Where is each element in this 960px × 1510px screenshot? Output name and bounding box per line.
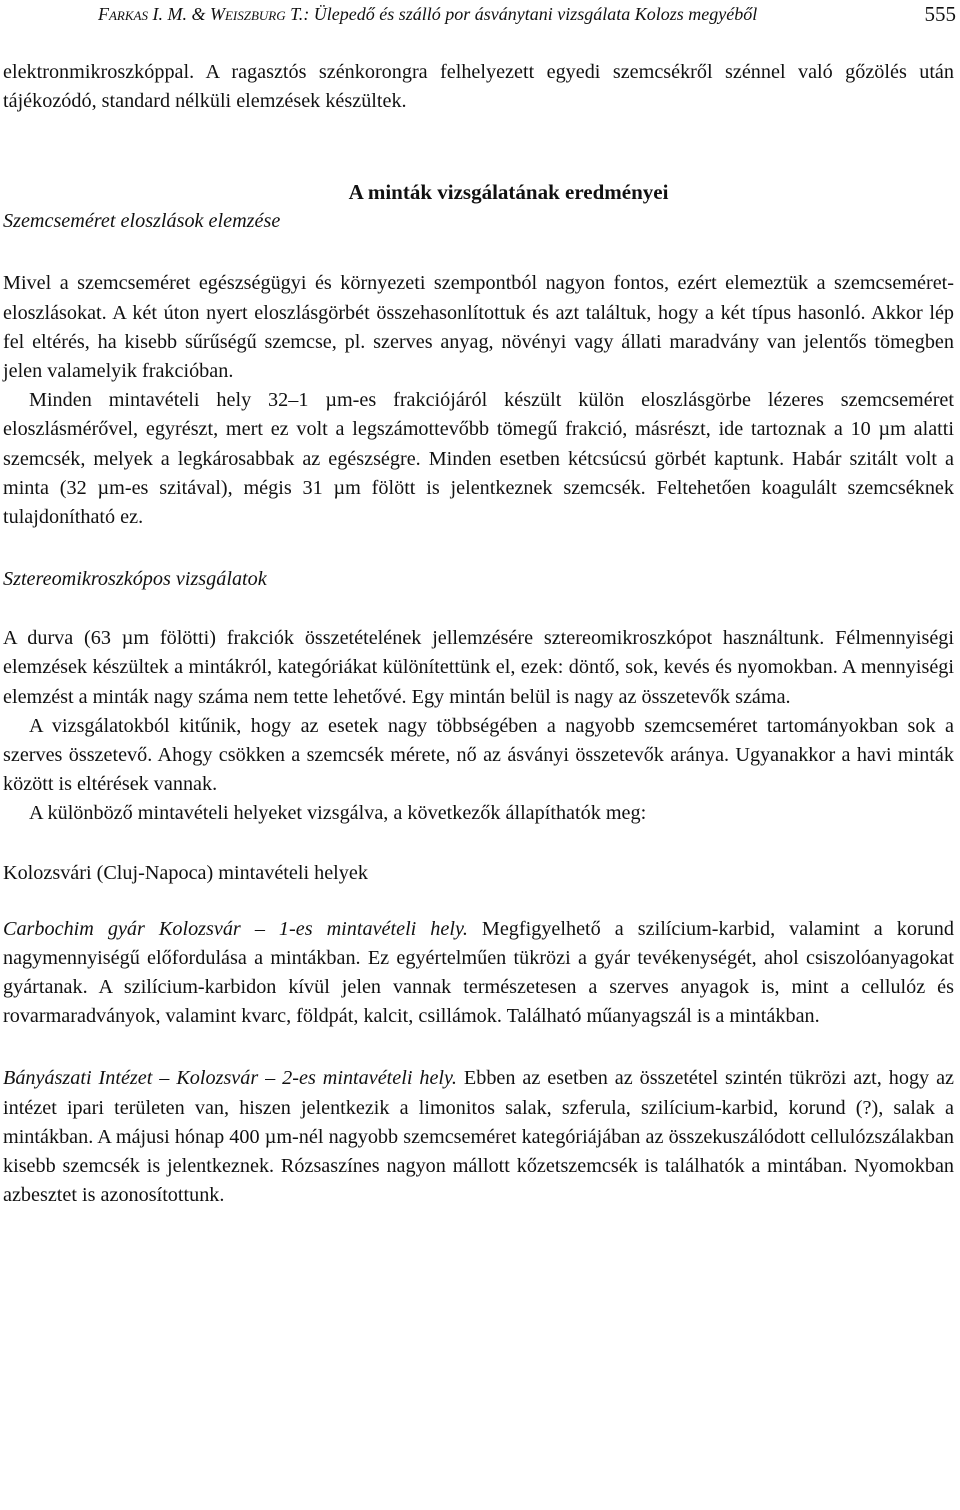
page-number: 555 [924,2,956,26]
site-2-text: Ebben az esetben az összetétel szintén tükrözi azt, hogy az intézet ipari területen van, hiszen jelentkezik a limonitos salak, szferula, szilícium-karbid, korund (?), salak a mintákban. A májusi hónap 400 µm-nél nagyobb szemcseméret kategóriájában az összekuszálódott cellulózszálakban kisebb szemcsék is jelentkeznek. Rózsaszínes nagyon mállott kőzetszemcsék is találhatók a mintában. Nyomokban azbesztet is azonosítottunk. [3,1067,955,1207]
grain-size-paragraph-2: Minden mintavételi hely 32–1 µm-es frakciójáról készült külön eloszlásgörbe lézeres szemcseméret eloszlásmérővel, egyrészt, mert ez volt a legszámottevőbb tömegű frakció, másrészt, ide tartoznak a 10 µm alatti szemcsék, melyek a legkárosabbak az egészségre. Minden esetben kétcsúcsú görbét kaptunk. Habár szitált volt a minta (32 µm-es szitával), mégis 31 µm fölött is jelentkeznek szemcsék. Feltehetően koagulált szemcséknek tulajdonítható ez. [3,389,954,529]
site-2-title: Bányászati Intézet – Kolozsvár – 2-es mintavételi hely. [3,1067,457,1090]
site-1-paragraph [3,915,954,1032]
stereo-paragraph-3: A különböző mintavételi helyeket vizsgálva, a következők állapíthatók meg: [29,802,647,825]
document-body [3,58,954,1210]
cluj-heading: Kolozsvári (Cluj-Napoca) mintavételi helyek [3,861,368,884]
stereo-heading: Sztereomikroszkópos vizsgálatok [3,568,267,591]
site-1-text: Megfigyelhető a szilícium-karbid, valamint a korund nagymennyiségű előfordulása a mintákban. Ez egyértelműen tükrözi a gyár tevékenységét, ahol csiszolóanyagokat gyártanak. A szilícium-karbidon kívül jelen vannak természetesen a szerves anyagok is, mint a cellulóz és rovarmaradványok, valamint kvarc, földpát, kalcit, csillámok. Található műanyagszál is a mintákban. [3,917,954,1028]
site-2-paragraph [3,1064,954,1210]
running-header [98,4,956,30]
header-authors: Farkas I. M. & Weiszburg T. [98,4,304,24]
section-title: A minták vizsgálatának eredményei [348,180,669,205]
header-title: : Ülepedő és szálló por ásványtani vizsgálata Kolozs megyéből [303,4,758,24]
site-1-title: Carbochim gyár Kolozsvár – 1-es mintavételi hely. [3,917,468,940]
grain-size-paragraph-1: Mivel a szemcseméret egészségügyi és környezeti szempontból nagyon fontos, ezért elemeztük a szemcseméret-eloszlásokat. A két úton nyert eloszlásgörbét összehasonlítottuk és azt találtuk, hogy a két típus hasonló. Akkor lép fel eltérés, ha kisebb sűrűségű szemcse, pl. szerves anyag, növényi vagy állati maradvány van jelentős tömegben jelen valamelyik frakcióban. [3,272,954,383]
grain-size-heading: Szemcseméret eloszlások elemzése [3,210,281,233]
stereo-paragraph-2: A vizsgálatokból kitűnik, hogy az esetek nagy többségében a nagyobb szemcseméret tartományokban sok a szerves összetevő. Ahogy csökken a szemcsék mérete, nő az ásványi összetevők aránya. Ugyanakkor a havi minták között is eltérések vannak. [3,714,954,796]
stereo-paragraph-1: A durva (63 µm fölötti) frakciók összetételének jellemzésére sztereomikroszkópot használtunk. Félmennyiségi elemzések készültek a mintákról, kategóriákat különítettünk el, ezek: döntő, sok, kevés és nyomokban. A mennyiségi elemzést a minták nagy száma nem tette lehetővé. Egy mintán belül is nagy az összetevők száma. [3,627,954,708]
intro-paragraph: elektronmikroszkóppal. A ragasztós szénkorongra felhelyezett egyedi szemcsékről szénnel való gőzölés után tájékozódó, standard nélküli elemzések készültek. [3,61,954,113]
